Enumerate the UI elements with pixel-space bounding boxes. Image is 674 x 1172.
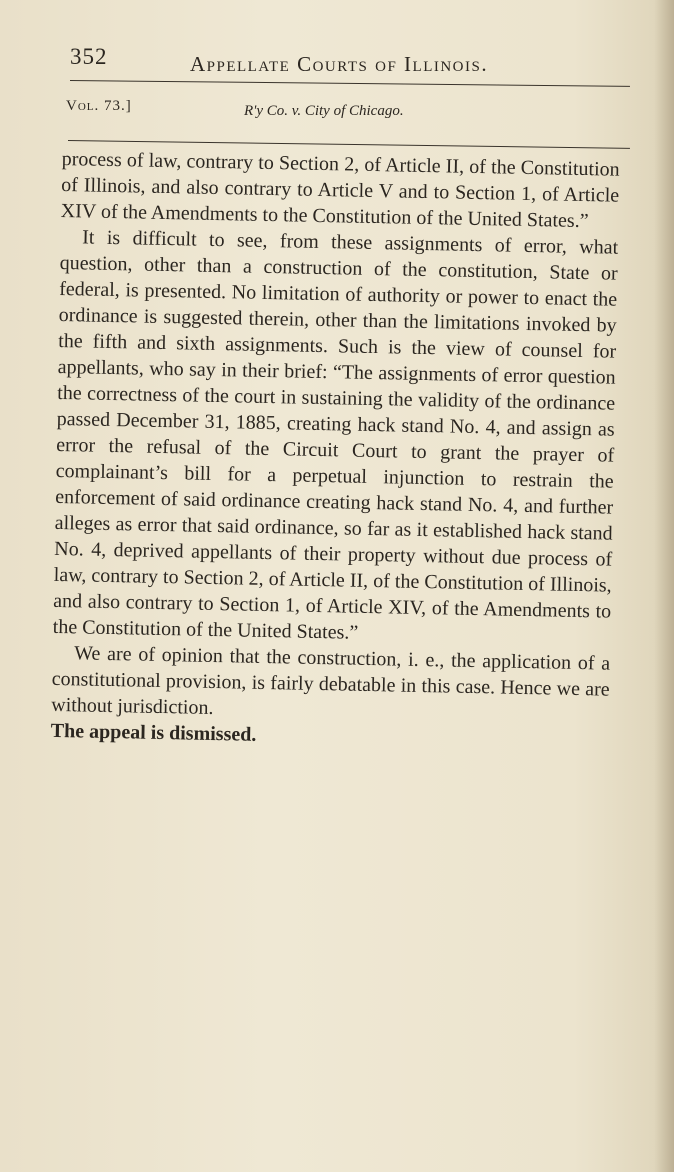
volume-number: Vol. 73.] <box>66 98 132 114</box>
page-edge-shadow <box>654 0 674 1172</box>
volume-line <box>66 98 626 124</box>
paragraph-continuation: process of law, contrary to Section 2, of Article II, of the Constitution of Illinois, and also contrary to Article V and to Section 1, of Article XIV of the Amendments to the Constitution of the United States.” <box>60 147 620 233</box>
page-number: 352 <box>70 44 108 69</box>
running-title: Appellate Courts of Illinois. <box>190 52 489 76</box>
paragraph-disposition: The appeal is dismissed. <box>50 719 257 746</box>
running-head <box>70 44 530 84</box>
case-title: R'y Co. v. City of Chicago. <box>244 103 404 119</box>
paragraph-opinion: We are of opinion that the construction, i. e., the application of a constitutional provision, is fairly debatable in this case. Hence we are without jurisdiction. <box>51 642 611 720</box>
body-text <box>51 146 620 755</box>
paragraph-assignments: It is difficult to see, from these assignments of error, what question, other than a construction of the constitution, State or federal, is presented. No limitation of authority or power to enact the ordinance is suggested therein, other than the limitations invoked by the fifth and sixth assignments. Such is the view of counsel for appellants, who say in their brief: “The assignments of error question the correctness of the court in sustaining the validity of the ordinance passed December 31, 1885, creating hack stand No. 4, and assign as error the refusal of the Circuit Court to grant the prayer of complainant’s bill for a perpetual injunction to restrain the enforcement of said ordinance creating hack stand No. 4, and further alleges as error that said ordinance, so far as it established hack stand No. 4, deprived appellants of their property without due process of law, contrary to Section 2, of Article II, of the Constitution of Illinois, and also contrary to Section 1, of Article XIV, of the Amendments to the Constitution of the United States.” <box>52 226 619 644</box>
